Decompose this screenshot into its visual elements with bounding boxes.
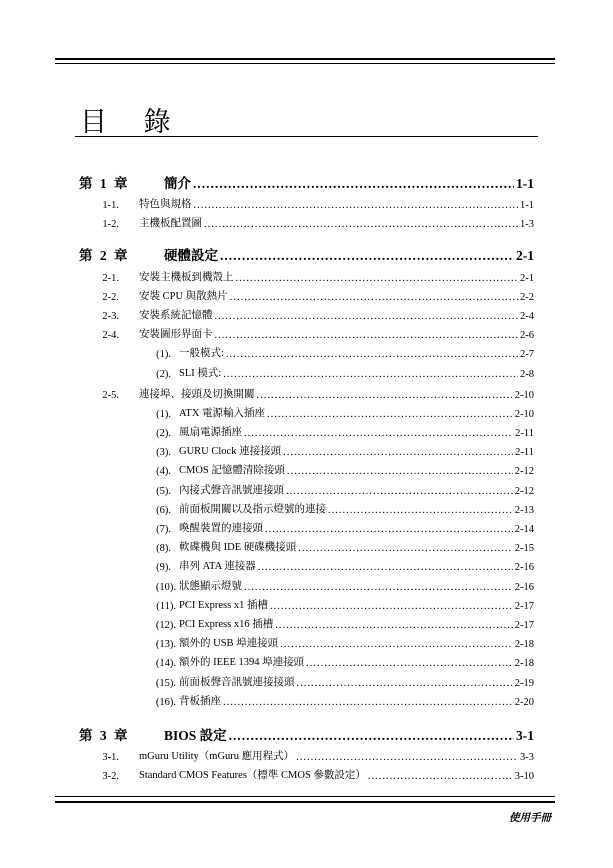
section-page: 1-3 <box>520 219 534 231</box>
leader-dots <box>306 658 513 669</box>
section-title: 安裝主機板到機殼上 <box>139 271 234 283</box>
leader-dots <box>286 486 513 497</box>
toc-subsection[interactable] <box>79 650 534 669</box>
subsection-title: PCI Express x1 插槽 <box>179 599 268 611</box>
leader-dots <box>283 447 513 458</box>
section-number: 2-5. <box>102 389 119 401</box>
toc-subsection[interactable] <box>79 573 534 592</box>
leader-dots <box>328 505 513 516</box>
subsection-number: (10). <box>155 581 176 593</box>
toc-section[interactable] <box>79 211 534 230</box>
section-title: mGuru Utility（mGuru 應用程式） <box>139 750 295 762</box>
toc-subsection[interactable] <box>79 612 534 631</box>
leader-dots <box>215 330 519 341</box>
subsection-title: SLI 模式: <box>179 367 222 379</box>
toc-section[interactable] <box>79 284 534 303</box>
leader-dots <box>236 273 519 284</box>
spacer <box>79 230 534 242</box>
subsection-page: 2-20 <box>514 696 534 708</box>
subsection-title: 額外的 IEEE 1394 埠連接頭 <box>179 657 305 669</box>
leader-dots <box>220 248 514 264</box>
subsection-page: 2-14 <box>514 524 534 535</box>
section-page: 2-4 <box>520 310 534 322</box>
subsection-title: CMOS 記憶體清除接頭 <box>179 465 285 477</box>
section-number: 2-1. <box>102 272 119 284</box>
subsection-number: (1). <box>156 408 171 420</box>
section-title: Standard CMOS Features（標準 CMOS 參數設定） <box>139 770 366 782</box>
subsection-page: 2-8 <box>520 368 534 380</box>
subsection-number: (7). <box>156 524 171 535</box>
subsection-number: (8). <box>156 543 171 555</box>
chapter-page: 3-1 <box>516 727 534 743</box>
subsection-title: 喚醒裝置的連接頭 <box>179 523 263 534</box>
toc-subsection[interactable] <box>79 341 534 360</box>
leader-dots <box>223 697 513 708</box>
subsection-page: 2-17 <box>514 619 534 631</box>
toc-subsection[interactable] <box>79 477 534 496</box>
subsection-number: (4). <box>156 466 171 478</box>
toc-subsection[interactable] <box>79 689 534 708</box>
section-title: 安裝圖形界面卡 <box>139 329 213 341</box>
leader-dots <box>287 466 513 477</box>
spacer <box>79 708 534 722</box>
subsection-title: 額外的 USB 埠連接頭 <box>179 638 279 650</box>
toc-section[interactable] <box>79 303 534 322</box>
title-underline <box>75 136 538 137</box>
leader-dots <box>194 200 519 211</box>
subsection-number: (6). <box>156 504 171 516</box>
leader-dots <box>267 409 513 420</box>
toc-section[interactable] <box>79 382 534 401</box>
subsection-title: 狀態顯示燈號 <box>179 580 242 592</box>
page-title: 目 錄 <box>80 107 185 138</box>
table-of-contents <box>79 170 534 782</box>
chapter-page: 2-1 <box>516 248 534 264</box>
section-title: 安裝 CPU 與散熱片 <box>139 290 228 302</box>
toc-subsection[interactable] <box>79 497 534 516</box>
subsection-number: (15). <box>155 677 176 689</box>
leader-dots <box>257 390 513 401</box>
chapter-number: 第 1 章 <box>79 176 130 191</box>
bottom-rule-thick <box>55 801 555 803</box>
leader-dots <box>270 601 513 612</box>
toc-section[interactable] <box>79 264 534 283</box>
subsection-title: 軟碟機與 IDE 硬碟機接頭 <box>179 542 297 554</box>
leader-dots <box>265 524 513 535</box>
section-page: 2-10 <box>514 389 534 401</box>
toc-chapter[interactable] <box>79 170 534 192</box>
subsection-title: 一般模式: <box>179 348 224 360</box>
section-number: 2-3. <box>102 310 119 322</box>
subsection-page: 2-15 <box>514 543 534 555</box>
toc-chapter[interactable] <box>79 722 534 744</box>
toc-subsection[interactable] <box>79 535 534 554</box>
subsection-title: 前面板開關以及指示燈號的連接 <box>179 503 326 515</box>
subsection-title: 串列 ATA 連接器 <box>179 561 256 573</box>
leader-dots <box>275 620 513 631</box>
toc-section[interactable] <box>79 322 534 341</box>
section-title: 主機板配置圖 <box>139 218 202 230</box>
leader-dots <box>280 639 513 650</box>
chapter-page: 1-1 <box>516 176 534 191</box>
subsection-page: 2-17 <box>514 600 534 612</box>
top-rule-thin <box>55 63 555 64</box>
subsection-number: (14). <box>155 658 176 670</box>
section-page: 2-2 <box>520 291 534 303</box>
subsection-title: 前面板聲音訊號連接接頭 <box>179 676 295 688</box>
section-number: 1-1. <box>102 200 119 212</box>
leader-dots <box>215 311 519 322</box>
section-page: 3-3 <box>520 751 534 763</box>
subsection-page: 2-16 <box>514 581 534 593</box>
section-page: 2-1 <box>520 272 534 284</box>
subsection-title: 內接式聲音訊號連接頭 <box>179 484 284 496</box>
section-number: 2-4. <box>102 330 119 342</box>
subsection-title: PCI Express x16 插槽 <box>179 618 274 630</box>
subsection-number: (5). <box>156 485 171 497</box>
leader-dots <box>229 728 514 744</box>
leader-dots <box>226 349 518 360</box>
footer-label: 使用手冊 <box>509 812 551 824</box>
leader-dots <box>204 219 518 230</box>
toc-chapter[interactable] <box>79 242 534 264</box>
section-page: 2-6 <box>520 330 534 342</box>
toc-subsection[interactable] <box>79 631 534 650</box>
subsection-page: 2-11 <box>515 428 534 440</box>
subsection-number: (13). <box>155 639 176 651</box>
toc-section[interactable] <box>79 744 534 763</box>
subsection-page: 2-19 <box>514 677 534 689</box>
toc-subsection[interactable] <box>79 360 534 379</box>
section-title: 特色與規格 <box>139 199 192 211</box>
subsection-title: ATX 電源輸入插座 <box>179 407 266 419</box>
leader-dots <box>298 543 513 554</box>
subsection-page: 2-16 <box>514 562 534 574</box>
subsection-number: (16). <box>155 696 176 708</box>
top-rule-thick <box>55 58 555 60</box>
subsection-title: 風扇電源插座 <box>179 427 242 439</box>
chapter-title: 簡介 <box>164 176 191 191</box>
subsection-page: 2-18 <box>514 658 534 670</box>
subsection-page: 2-11 <box>515 447 534 459</box>
subsection-title: GURU Clock 連接接頭 <box>179 446 282 458</box>
subsection-page: 2-7 <box>520 349 534 361</box>
bottom-rule-thin <box>55 796 555 797</box>
leader-dots <box>244 582 513 593</box>
toc-subsection[interactable] <box>79 420 534 439</box>
subsection-page: 2-10 <box>514 408 534 420</box>
section-title: 安裝系統記憶體 <box>139 309 213 321</box>
chapter-title: 硬體設定 <box>164 248 218 264</box>
toc-subsection[interactable] <box>79 401 534 420</box>
subsection-number: (2). <box>156 428 171 440</box>
toc-subsection[interactable] <box>79 458 534 477</box>
chapter-number: 第 2 章 <box>79 248 130 264</box>
subsection-number: (1). <box>156 349 171 361</box>
section-title: 連接埠、接頭及切換開關 <box>139 388 255 400</box>
section-page: 1-1 <box>520 200 534 212</box>
toc-subsection[interactable] <box>79 554 534 573</box>
subsection-number: (12). <box>155 619 176 631</box>
subsection-number: (2). <box>156 368 171 380</box>
toc-subsection[interactable] <box>79 669 534 688</box>
section-page: 3-10 <box>514 771 534 783</box>
leader-dots <box>193 176 514 192</box>
leader-dots <box>230 292 518 303</box>
toc-section[interactable] <box>79 192 534 211</box>
subsection-page: 2-12 <box>514 485 534 497</box>
chapter-title: BIOS 設定 <box>164 727 227 743</box>
leader-dots <box>297 678 513 689</box>
toc-subsection[interactable] <box>79 439 534 458</box>
toc-subsection[interactable] <box>79 516 534 535</box>
section-number: 2-2. <box>102 291 119 303</box>
subsection-number: (11). <box>156 600 176 612</box>
subsection-title: 背板插座 <box>179 695 221 707</box>
leader-dots <box>368 771 513 782</box>
leader-dots <box>258 562 513 573</box>
subsection-page: 2-18 <box>514 639 534 651</box>
toc-subsection[interactable] <box>79 593 534 612</box>
subsection-number: (3). <box>156 447 171 459</box>
subsection-page: 2-13 <box>514 504 534 516</box>
section-number: 3-2. <box>102 771 119 783</box>
subsection-page: 2-12 <box>514 466 534 478</box>
subsection-number: (9). <box>156 562 171 574</box>
chapter-number: 第 3 章 <box>79 727 130 743</box>
leader-dots <box>223 369 518 380</box>
leader-dots <box>244 428 513 439</box>
toc-section[interactable] <box>79 763 534 782</box>
section-number: 1-2. <box>102 219 119 231</box>
leader-dots <box>296 752 518 763</box>
section-number: 3-1. <box>102 751 119 763</box>
